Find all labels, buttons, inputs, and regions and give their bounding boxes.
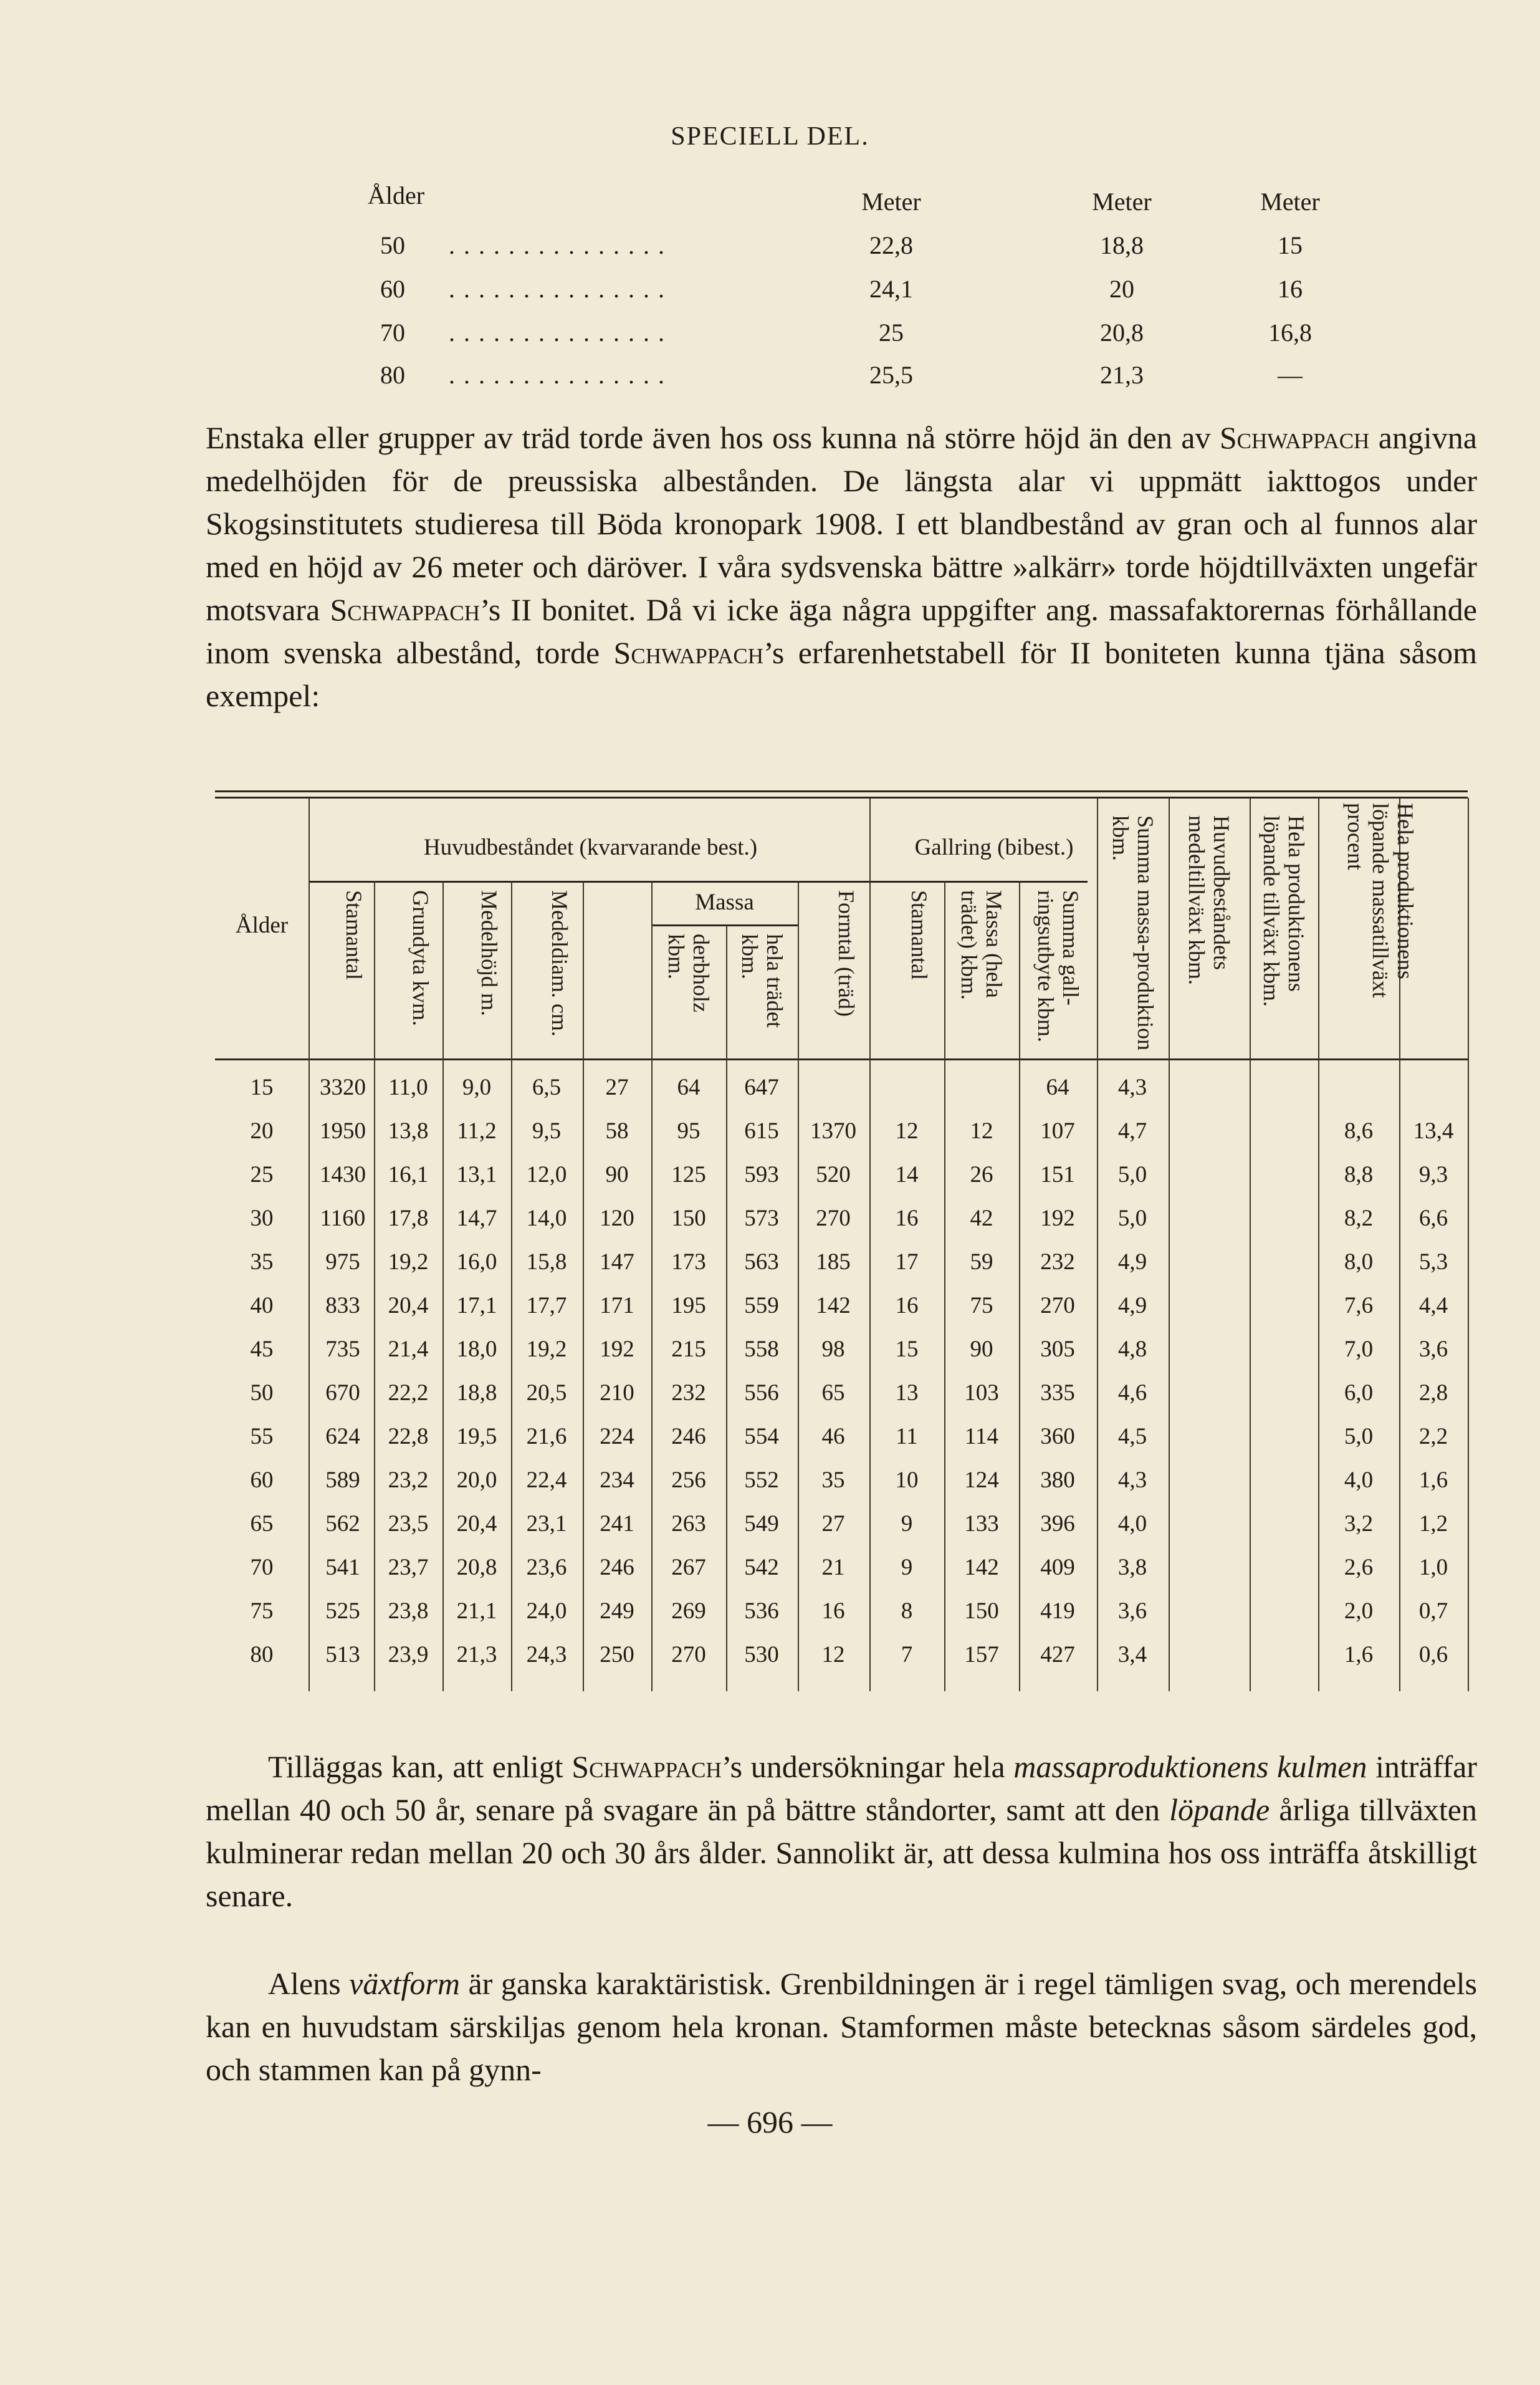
leader-dots: ............... — [449, 361, 673, 389]
table-cell: 20,0 — [456, 1467, 497, 1493]
table-cell: 7,6 — [1344, 1293, 1374, 1318]
table-cell: 22,2 — [388, 1380, 429, 1406]
table-cell: 735 — [325, 1336, 360, 1362]
table-cell: 530 — [744, 1642, 779, 1668]
table-cell: 6,0 — [1344, 1380, 1374, 1406]
table-cell: 27 — [605, 1075, 629, 1100]
author-name: Schwappach — [572, 1749, 722, 1784]
table-cell: 4,3 — [1117, 1467, 1147, 1493]
small-table-col-header: Meter — [861, 188, 921, 216]
table-cell: 670 — [325, 1380, 360, 1406]
table-cell: 9,0 — [462, 1075, 492, 1100]
table-cell: 563 — [744, 1249, 779, 1275]
table-cell: 21,3 — [456, 1642, 497, 1668]
table-cell: 3320 — [320, 1075, 366, 1100]
table-cell: 419 — [1040, 1598, 1075, 1624]
column-header: Medeldiam. cm. — [547, 890, 572, 1037]
table-cell: 21,1 — [456, 1598, 497, 1624]
row-age: 20 — [250, 1118, 274, 1144]
paragraph-text: Tilläggas kan, att enligt — [268, 1749, 572, 1784]
table-cell: 20,4 — [456, 1511, 497, 1537]
table-cell: 120 — [600, 1206, 634, 1231]
table-cell: 1430 — [320, 1162, 366, 1188]
table-cell: 536 — [744, 1598, 779, 1624]
table-cell: 4,0 — [1117, 1511, 1147, 1537]
table-cell: 558 — [744, 1336, 779, 1362]
row-age: 50 — [250, 1380, 274, 1406]
column-header: Summa massa-produktion kbm. — [1107, 815, 1158, 1050]
row-age: 25 — [250, 1162, 274, 1188]
paragraph-text: är ganska karaktäristisk. Grenbildningen är i regel tämligen svag, och merendels kan en huvudstam särskiljas genom hela kronan. Stamformen måste betecknas såsom särdeles god, och stammen kan på gynn- — [206, 1966, 1477, 2087]
table-cell: 90 — [970, 1336, 993, 1362]
column-header: Hela produktionens löpande tillväxt kbm. — [1259, 815, 1309, 1007]
table-cell: 5,3 — [1418, 1249, 1448, 1275]
paragraph-1 — [206, 416, 1477, 717]
table-cell: 22,8 — [388, 1424, 429, 1449]
table-cell: 8,8 — [1344, 1162, 1374, 1188]
table-cell: 124 — [964, 1467, 999, 1493]
table-cell: 263 — [671, 1511, 706, 1537]
paragraph-text: ’s undersökningar hela — [721, 1749, 1014, 1784]
row-age: 55 — [250, 1424, 274, 1449]
table-cell: 16 — [895, 1206, 919, 1231]
column-header: Formtal (träd) — [833, 890, 859, 1017]
table-cell: 241 — [600, 1511, 634, 1537]
column-header: derbholz kbm. — [664, 934, 714, 1012]
row-age: 30 — [250, 1206, 274, 1231]
table-cell: 6,5 — [532, 1075, 562, 1100]
table-cell: 11 — [896, 1424, 918, 1449]
small-table-value: 18,8 — [1100, 231, 1144, 259]
paragraph-text: ’s II bonitet. Då vi icke äga några uppgifter ang. massafaktorernas förhållande inom svenska albestånd, torde — [206, 592, 1477, 670]
column-group-header: Massa — [695, 890, 754, 915]
table-cell: 554 — [744, 1424, 779, 1449]
author-name: Schwappach — [613, 635, 764, 670]
table-cell: 23,2 — [388, 1467, 429, 1493]
table-cell: 23,5 — [388, 1511, 429, 1537]
row-age: 80 — [250, 1642, 274, 1668]
small-table-value: 22,8 — [869, 231, 913, 259]
table-cell: 542 — [744, 1555, 779, 1580]
author-name: Schwappach — [1219, 420, 1370, 455]
emphasis-text: löpande — [1169, 1792, 1270, 1827]
table-cell: 133 — [964, 1511, 999, 1537]
paragraph-text: årliga tillväxten kulminerar redan mellan 20 och 30 års ålder. Sannolikt är, att dessa kulmina hos oss inträffa åtskilligt senare. — [206, 1792, 1477, 1913]
table-cell: 3,6 — [1117, 1598, 1147, 1624]
paragraph-2 — [206, 1745, 1477, 1917]
table-cell: 556 — [744, 1380, 779, 1406]
table-cell: 210 — [600, 1380, 634, 1406]
leader-dots: ............... — [449, 231, 673, 259]
table-cell: 23,9 — [388, 1642, 429, 1668]
table-cell: 541 — [325, 1555, 360, 1580]
table-cell: 17,7 — [526, 1293, 567, 1318]
table-cell: 256 — [671, 1467, 706, 1493]
table-cell: 9 — [901, 1511, 913, 1537]
paragraph-text: inträffar mellan 40 och 50 år, senare på svagare än på bättre ståndorter, samt att den — [206, 1749, 1477, 1827]
paragraph-text: angivna medelhöjden för de preussiska albestånden. De längsta alar vi uppmätt iakttogos under Skogsinstitutets studieresa till Böda kronopark 1908. I ett blandbestånd av gran och al funnos alar med en höjd av 26 meter och däröver. I våra sydsvenska bättre »alkärr» torde höjdtillväxten ungefär motsvara — [206, 420, 1477, 627]
small-table-value: 16,8 — [1268, 319, 1312, 347]
table-cell: 65 — [821, 1380, 845, 1406]
table-cell: 16,1 — [388, 1162, 429, 1188]
paragraph-text: Alens — [268, 1966, 350, 2001]
small-table-col-header: Meter — [1092, 188, 1152, 216]
table-cell: 6,6 — [1418, 1206, 1448, 1231]
table-cell: 12,0 — [526, 1162, 567, 1188]
table-cell: 19,5 — [456, 1424, 497, 1449]
table-cell: 46 — [821, 1424, 845, 1449]
table-cell: 18,0 — [456, 1336, 497, 1362]
table-cell: 0,6 — [1418, 1642, 1448, 1668]
column-header: Huvudbeståndets medeltillväxt kbm. — [1184, 815, 1234, 985]
emphasis-text: massaproduktionens kulmen — [1013, 1749, 1367, 1784]
table-cell: 2,6 — [1344, 1555, 1374, 1580]
table-cell: 1,2 — [1418, 1511, 1448, 1537]
table-cell: 21 — [821, 1555, 845, 1580]
table-rule — [215, 790, 1468, 792]
table-cell: 9,3 — [1418, 1162, 1448, 1188]
row-age: 75 — [250, 1598, 274, 1624]
table-cell: 5,0 — [1117, 1162, 1147, 1188]
table-cell: 150 — [964, 1598, 999, 1624]
column-header: Massa (hela trädet) kbm. — [957, 890, 1007, 1000]
table-cell: 8,6 — [1344, 1118, 1374, 1144]
row-age: 15 — [250, 1075, 274, 1100]
row-age: 45 — [250, 1336, 274, 1362]
table-cell: 150 — [671, 1206, 706, 1231]
table-cell: 13,8 — [388, 1118, 429, 1144]
table-cell: 24,3 — [526, 1642, 567, 1668]
table-cell: 552 — [744, 1467, 779, 1493]
row-age: 70 — [250, 1555, 274, 1580]
table-cell: 520 — [816, 1162, 851, 1188]
table-rule — [215, 797, 1468, 799]
table-cell: 975 — [325, 1249, 360, 1275]
table-cell: 4,5 — [1117, 1424, 1147, 1449]
table-cell: 17,1 — [456, 1293, 497, 1318]
small-table-value: 25,5 — [869, 361, 913, 389]
table-cell: 22,4 — [526, 1467, 567, 1493]
paragraph-3 — [206, 1962, 1477, 2091]
small-table-row — [368, 360, 1340, 404]
table-cell: 17 — [895, 1249, 919, 1275]
table-cell: 21,4 — [388, 1336, 429, 1362]
table-cell: 59 — [970, 1249, 993, 1275]
emphasis-text: växtform — [349, 1966, 460, 2001]
page-header: SPECIELL DEL. — [671, 122, 869, 151]
table-cell: 647 — [744, 1075, 779, 1100]
row-age: 60 — [250, 1467, 274, 1493]
table-cell: 3,2 — [1344, 1511, 1374, 1537]
table-cell: 142 — [816, 1293, 851, 1318]
table-cell: 12 — [821, 1642, 845, 1668]
table-cell: 0,7 — [1418, 1598, 1448, 1624]
table-cell: 427 — [1040, 1642, 1075, 1668]
table-cell: 15 — [895, 1336, 919, 1362]
table-cell: 232 — [671, 1380, 706, 1406]
table-cell: 192 — [600, 1336, 634, 1362]
table-cell: 305 — [1040, 1336, 1075, 1362]
table-cell: 335 — [1040, 1380, 1075, 1406]
table-cell: 13 — [895, 1380, 919, 1406]
small-table-value: 20 — [1109, 275, 1134, 303]
table-cell: 14,7 — [456, 1206, 497, 1231]
column-header: Hela produktionens löpande massatillväxt procent — [1343, 803, 1418, 998]
table-cell: 18,8 — [456, 1380, 497, 1406]
table-cell: 142 — [964, 1555, 999, 1580]
table-cell: 23,6 — [526, 1555, 567, 1580]
table-cell: 1160 — [320, 1206, 366, 1231]
column-header: Summa gall-ringsutbyte kbm. — [1033, 890, 1083, 1042]
column-group-header: Huvudbeståndet (kvarvarande best.) — [423, 835, 758, 860]
table-cell: 4,8 — [1117, 1336, 1147, 1362]
table-cell: 270 — [816, 1206, 851, 1231]
small-table-age: 50 — [380, 231, 405, 259]
table-cell: 20,8 — [456, 1555, 497, 1580]
table-cell: 9,5 — [532, 1118, 562, 1144]
column-header: Grundyta kvm. — [408, 890, 433, 1026]
table-cell: 7,0 — [1344, 1336, 1374, 1362]
small-table-age-label: Ålder — [368, 181, 425, 209]
table-cell: 12 — [895, 1118, 919, 1144]
row-age: 35 — [250, 1249, 274, 1275]
author-name: Schwappach — [330, 592, 480, 627]
column-header: Stamantal — [341, 890, 366, 980]
table-cell: 35 — [821, 1467, 845, 1493]
table-cell: 3,6 — [1418, 1336, 1448, 1362]
table-cell: 14,0 — [526, 1206, 567, 1231]
table-cell: 195 — [671, 1293, 706, 1318]
table-column-rule — [1250, 798, 1251, 1691]
table-cell: 525 — [325, 1598, 360, 1624]
table-cell: 147 — [600, 1249, 634, 1275]
column-header: hela trädet kbm. — [737, 934, 787, 1028]
table-rule — [308, 881, 873, 883]
table-cell: 16 — [895, 1293, 919, 1318]
table-cell: 107 — [1040, 1118, 1075, 1144]
table-cell: 7 — [901, 1642, 913, 1668]
leader-dots: ............... — [449, 275, 673, 303]
table-cell: 14 — [895, 1162, 919, 1188]
table-cell: 8,0 — [1344, 1249, 1374, 1275]
table-cell: 9 — [901, 1555, 913, 1580]
table-cell: 16,0 — [456, 1249, 497, 1275]
table-cell: 98 — [821, 1336, 845, 1362]
table-cell: 1,6 — [1418, 1467, 1448, 1493]
small-table-age: 80 — [380, 361, 405, 389]
table-cell: 192 — [1040, 1206, 1075, 1231]
table-cell: 11,0 — [388, 1075, 428, 1100]
table-cell: 215 — [671, 1336, 706, 1362]
table-cell: 4,7 — [1117, 1118, 1147, 1144]
table-cell: 42 — [970, 1206, 993, 1231]
table-cell: 396 — [1040, 1511, 1075, 1537]
table-cell: 5,0 — [1117, 1206, 1147, 1231]
table-cell: 90 — [605, 1162, 629, 1188]
table-cell: 360 — [1040, 1424, 1075, 1449]
table-rule — [215, 1058, 1468, 1060]
table-cell: 246 — [671, 1424, 706, 1449]
table-cell: 15,8 — [526, 1249, 567, 1275]
table-cell: 250 — [600, 1642, 634, 1668]
table-cell: 269 — [671, 1598, 706, 1624]
table-cell: 1,0 — [1418, 1555, 1448, 1580]
table-cell: 26 — [970, 1162, 993, 1188]
table-cell: 12 — [970, 1118, 993, 1144]
table-cell: 380 — [1040, 1467, 1075, 1493]
paragraph-text: ’s erfarenhetstabell för II boniteten kunna tjäna såsom exempel: — [206, 635, 1477, 713]
table-cell: 24,0 — [526, 1598, 567, 1624]
table-cell: 125 — [671, 1162, 706, 1188]
table-rule — [869, 881, 1088, 883]
paragraph-text: Enstaka eller grupper av träd torde även hos oss kunna nå större höjd än den av — [206, 420, 1220, 455]
table-column-rule — [1318, 798, 1319, 1691]
column-group-header: Gallring (bibest.) — [914, 835, 1074, 860]
table-cell: 151 — [1040, 1162, 1075, 1188]
table-cell: 267 — [671, 1555, 706, 1580]
table-cell: 20,4 — [388, 1293, 429, 1318]
table-cell: 2,2 — [1418, 1424, 1448, 1449]
small-table-value: 15 — [1278, 231, 1303, 259]
table-cell: 114 — [964, 1424, 999, 1449]
table-cell: 58 — [605, 1118, 629, 1144]
table-cell: 157 — [964, 1642, 999, 1668]
table-cell: 64 — [677, 1075, 701, 1100]
row-age: 40 — [250, 1293, 274, 1318]
small-table-value: 20,8 — [1100, 319, 1144, 347]
table-cell: 559 — [744, 1293, 779, 1318]
table-cell: 23,7 — [388, 1555, 429, 1580]
table-cell: 2,8 — [1418, 1380, 1448, 1406]
leader-dots: ............... — [449, 319, 673, 347]
small-table-col-header: Meter — [1260, 188, 1320, 216]
small-table-row — [368, 231, 1340, 274]
page-number: — 696 — — [707, 2104, 833, 2139]
table-cell: 589 — [325, 1467, 360, 1493]
table-cell: 249 — [600, 1598, 634, 1624]
table-cell: 3,8 — [1117, 1555, 1147, 1580]
yield-table — [215, 790, 1468, 1691]
table-cell: 4,4 — [1418, 1293, 1448, 1318]
table-cell: 16 — [821, 1598, 845, 1624]
table-cell: 270 — [1040, 1293, 1075, 1318]
table-cell: 8,2 — [1344, 1206, 1374, 1231]
table-cell: 23,8 — [388, 1598, 429, 1624]
table-cell: 246 — [600, 1555, 634, 1580]
table-cell: 19,2 — [526, 1336, 567, 1362]
small-table-row — [368, 274, 1340, 318]
table-cell: 1370 — [810, 1118, 856, 1144]
table-cell: 232 — [1040, 1249, 1075, 1275]
table-cell: 573 — [744, 1206, 779, 1231]
table-cell: 3,4 — [1117, 1642, 1147, 1668]
table-cell: 13,1 — [456, 1162, 497, 1188]
small-table-row — [368, 318, 1340, 362]
table-cell: 4,9 — [1117, 1249, 1147, 1275]
small-table-value: — — [1278, 361, 1303, 389]
table-cell: 8 — [901, 1598, 913, 1624]
table-cell: 19,2 — [388, 1249, 429, 1275]
table-cell: 270 — [671, 1642, 706, 1668]
table-cell: 1,6 — [1344, 1642, 1374, 1668]
small-table-value: 24,1 — [869, 275, 913, 303]
table-cell: 593 — [744, 1162, 779, 1188]
small-table-value: 25 — [879, 319, 904, 347]
table-cell: 95 — [677, 1118, 701, 1144]
table-cell: 20,5 — [526, 1380, 567, 1406]
table-cell: 4,3 — [1117, 1075, 1147, 1100]
table-cell: 17,8 — [388, 1206, 429, 1231]
table-cell: 409 — [1040, 1555, 1075, 1580]
table-cell: 185 — [816, 1249, 851, 1275]
table-cell: 4,0 — [1344, 1467, 1374, 1493]
table-cell: 75 — [970, 1293, 993, 1318]
table-cell: 103 — [964, 1380, 999, 1406]
column-header: Medelhöjd m. — [477, 890, 502, 1016]
table-cell: 5,0 — [1344, 1424, 1374, 1449]
table-cell: 64 — [1046, 1075, 1069, 1100]
small-table-value: 16 — [1278, 275, 1303, 303]
table-cell: 4,6 — [1117, 1380, 1147, 1406]
table-cell: 10 — [895, 1467, 919, 1493]
table-cell: 11,2 — [457, 1118, 497, 1144]
row-age: 65 — [250, 1511, 274, 1537]
small-table-value: 21,3 — [1100, 361, 1144, 389]
table-cell: 4,9 — [1117, 1293, 1147, 1318]
small-table-age: 70 — [380, 319, 405, 347]
table-cell: 624 — [325, 1424, 360, 1449]
column-header-age: Ålder — [235, 913, 289, 938]
table-cell: 224 — [600, 1424, 634, 1449]
table-rule — [651, 924, 798, 926]
table-cell: 615 — [744, 1118, 779, 1144]
table-cell: 562 — [325, 1511, 360, 1537]
small-table-age: 60 — [380, 275, 405, 303]
table-cell: 23,1 — [526, 1511, 567, 1537]
table-cell: 2,0 — [1344, 1598, 1374, 1624]
table-cell: 234 — [600, 1467, 634, 1493]
table-cell: 549 — [744, 1511, 779, 1537]
table-cell: 21,6 — [526, 1424, 567, 1449]
table-cell: 171 — [600, 1293, 634, 1318]
table-cell: 13,4 — [1413, 1118, 1454, 1144]
table-cell: 1950 — [320, 1118, 366, 1144]
table-cell: 173 — [671, 1249, 706, 1275]
column-header: Stamantal — [907, 890, 932, 980]
table-cell: 513 — [325, 1642, 360, 1668]
table-cell: 27 — [821, 1511, 845, 1537]
table-cell: 833 — [325, 1293, 360, 1318]
